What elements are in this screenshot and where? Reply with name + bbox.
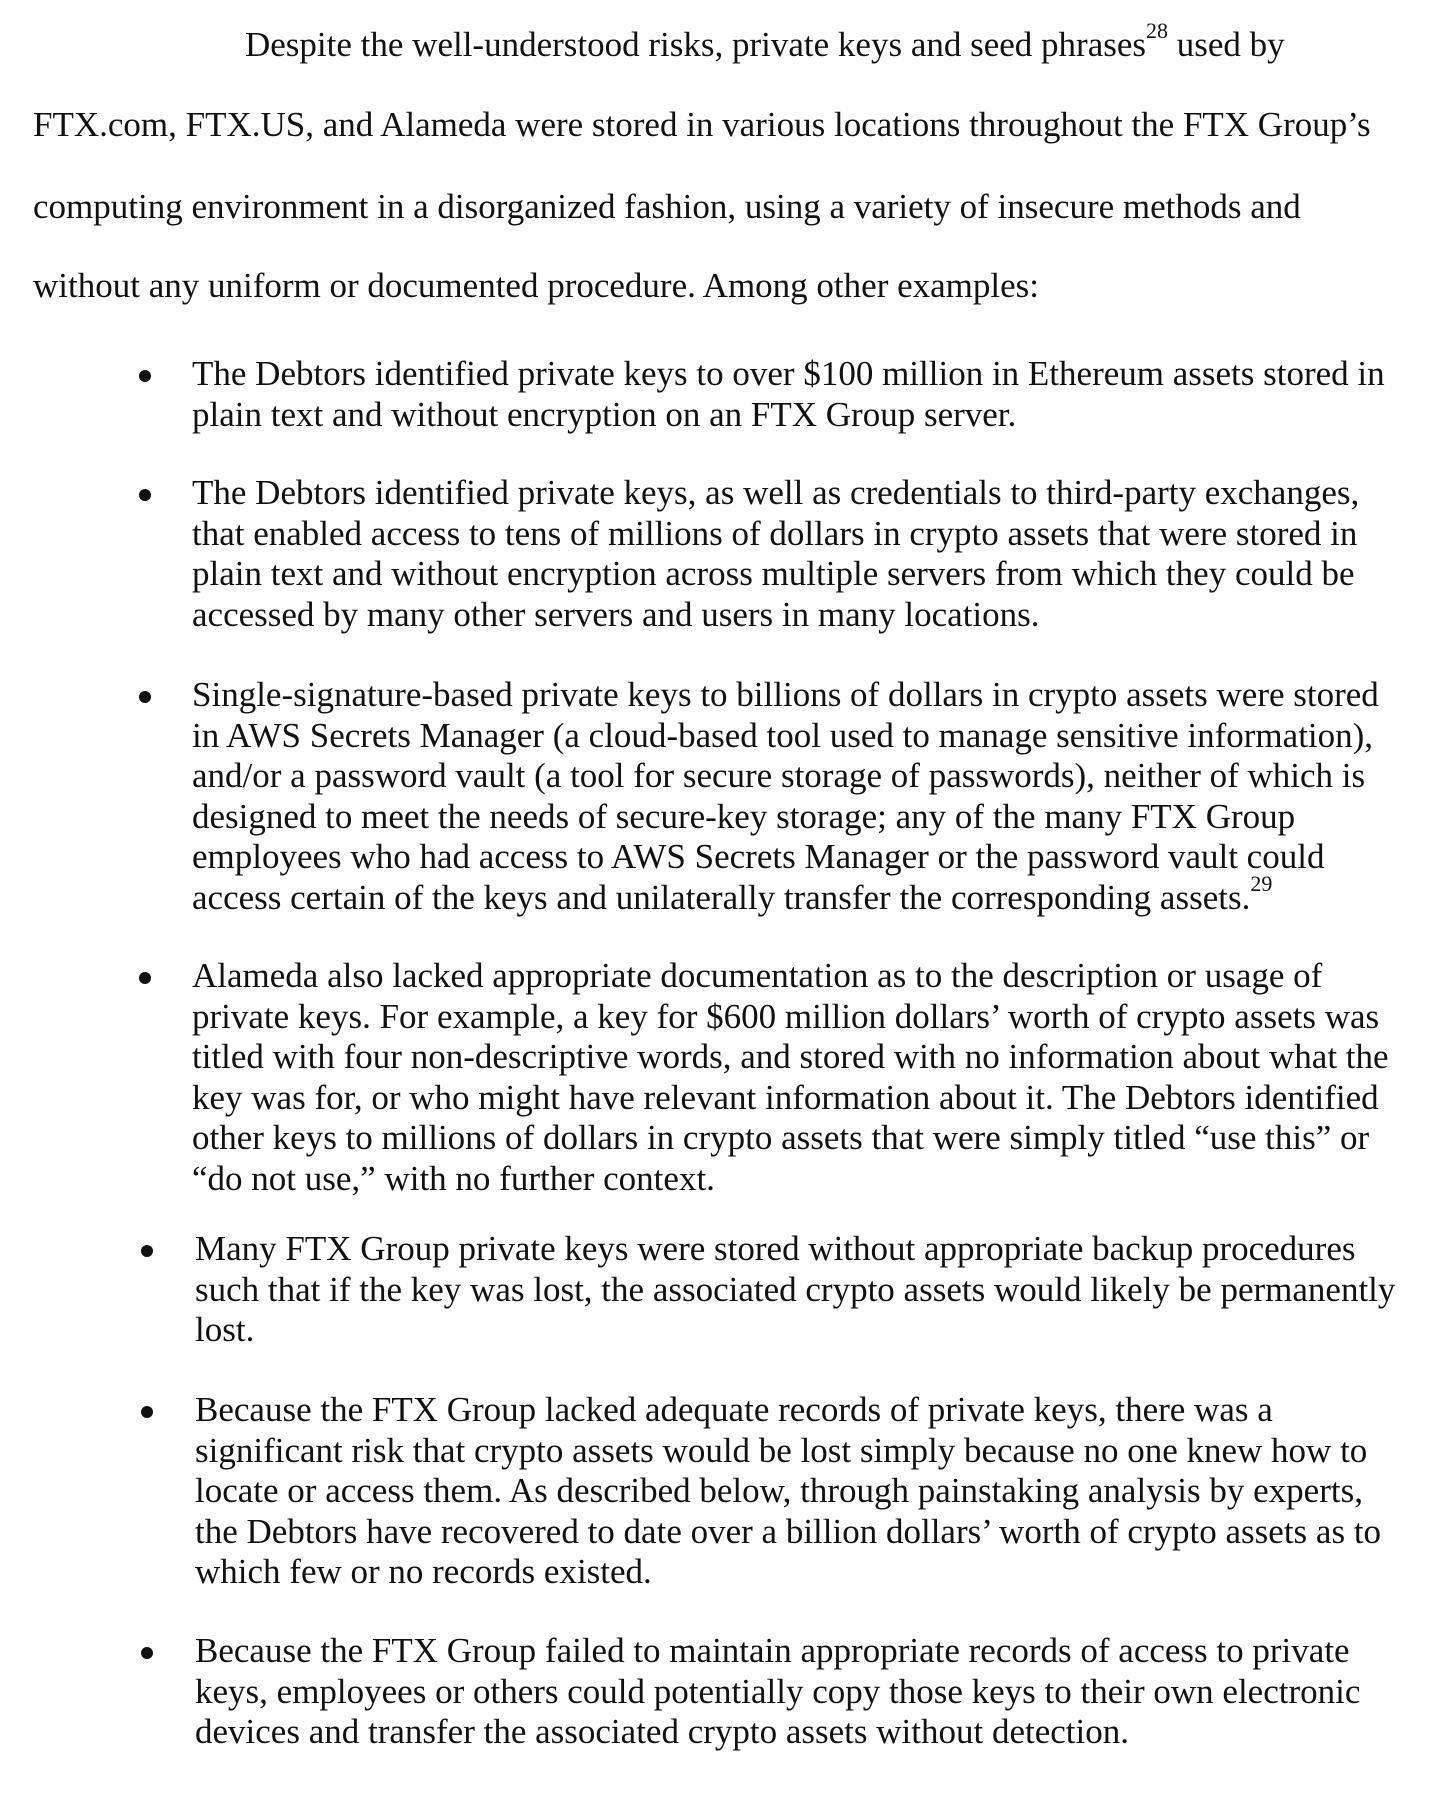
bullet-line: Many FTX Group private keys were stored without appropriate backup procedures [195, 1229, 1356, 1268]
bullet-line: plain text and without encryption across multiple servers from which they could be [192, 554, 1355, 593]
bullet-line: that enabled access to tens of millions of dollars in crypto assets that were stored in [192, 513, 1358, 553]
bullet-line: Because the FTX Group failed to maintain appropriate records of access to private [195, 1631, 1350, 1670]
bullet-line: Single-signature-based private keys to billions of dollars in crypto assets were stored [192, 675, 1379, 714]
bullet-text [192, 956, 1442, 1199]
bullet-line: titled with four non-descriptive words, and stored with no information about what the [192, 1037, 1389, 1076]
bullet-line: lost. [195, 1310, 255, 1349]
bullet-dot [139, 370, 151, 382]
bullet-line: such that if the key was lost, the associated crypto assets would likely be permanently [195, 1269, 1396, 1309]
bullet-dot [139, 691, 151, 703]
bullet-dot [141, 1245, 153, 1257]
bullet-text [192, 675, 1442, 918]
bullet-line: Alameda also lacked appropriate documentation as to the description or usage of [192, 956, 1323, 995]
bullet-line: the Debtors have recovered to date over a billion dollars’ worth of crypto assets as to [195, 1511, 1382, 1551]
intro-line-3: computing environment in a disorganized fashion, using a variety of insecure methods and [33, 187, 1301, 226]
bullet-line: “do not use,” with no further context. [192, 1158, 715, 1198]
bullet-line: other keys to millions of dollars in crypto assets that were simply titled “use this” or [192, 1118, 1370, 1157]
bullet-line: plain text and without encryption on an FTX Group server. [192, 394, 1017, 434]
bullet-line: in AWS Secrets Manager (a cloud-based tool used to manage sensitive information), [192, 715, 1374, 755]
intro-line-2: FTX.com, FTX.US, and Alameda were stored in various locations throughout the FTX Group’s [33, 105, 1371, 144]
bullet-line: and/or a password vault (a tool for secure storage of passwords), neither of which is [192, 756, 1366, 795]
intro-line-1-tail: used by [1168, 25, 1285, 64]
footnote-ref-28: 28 [1146, 18, 1169, 44]
bullet-line: which few or no records existed. [195, 1552, 652, 1591]
bullet-line: employees who had access to AWS Secrets Manager or the password vault could [192, 837, 1325, 876]
bullet-text [195, 1631, 1442, 1753]
bullet-text [195, 1229, 1442, 1351]
bullet-line: designed to meet the needs of secure-key storage; any of the many FTX Group [192, 796, 1296, 836]
footnote-ref-29: 29 [1250, 870, 1273, 896]
bullet-text [192, 354, 1442, 435]
bullet-line-text: access certain of the keys and unilaterally transfer the corresponding assets. [192, 877, 1251, 917]
bullet-line: keys, employees or others could potentially copy those keys to their own electronic [195, 1671, 1361, 1711]
bullet-line [192, 870, 1442, 919]
bullet-line: Because the FTX Group lacked adequate records of private keys, there was a [195, 1390, 1273, 1429]
bullet-line: locate or access them. As described below, through painstaking analysis by experts, [195, 1471, 1363, 1510]
bullet-dot [141, 1406, 153, 1418]
bullet-dot [141, 1647, 153, 1659]
bullet-dot [139, 489, 151, 501]
bullet-line: devices and transfer the associated crypto assets without detection. [195, 1712, 1129, 1751]
bullet-text [195, 1390, 1442, 1593]
intro-line-1-text: Despite the well-understood risks, private keys and seed phrases [245, 25, 1147, 64]
intro-line-1 [245, 18, 1285, 64]
bullet-line: The Debtors identified private keys, as well as credentials to third-party exchanges, [192, 473, 1360, 512]
intro-line-4: without any uniform or documented procedure. Among other examples: [33, 266, 1039, 305]
bullet-line: significant risk that crypto assets would be lost simply because no one knew how to [195, 1430, 1368, 1470]
bullet-text [192, 473, 1442, 635]
bullet-line: key was for, or who might have relevant information about it. The Debtors identified [192, 1077, 1379, 1117]
bullet-line: private keys. For example, a key for $600 million dollars’ worth of crypto assets was [192, 996, 1380, 1036]
bullet-line: accessed by many other servers and users in many locations. [192, 594, 1040, 634]
bullet-dot [139, 972, 151, 984]
bullet-line: The Debtors identified private keys to over $100 million in Ethereum assets stored in [192, 354, 1385, 393]
